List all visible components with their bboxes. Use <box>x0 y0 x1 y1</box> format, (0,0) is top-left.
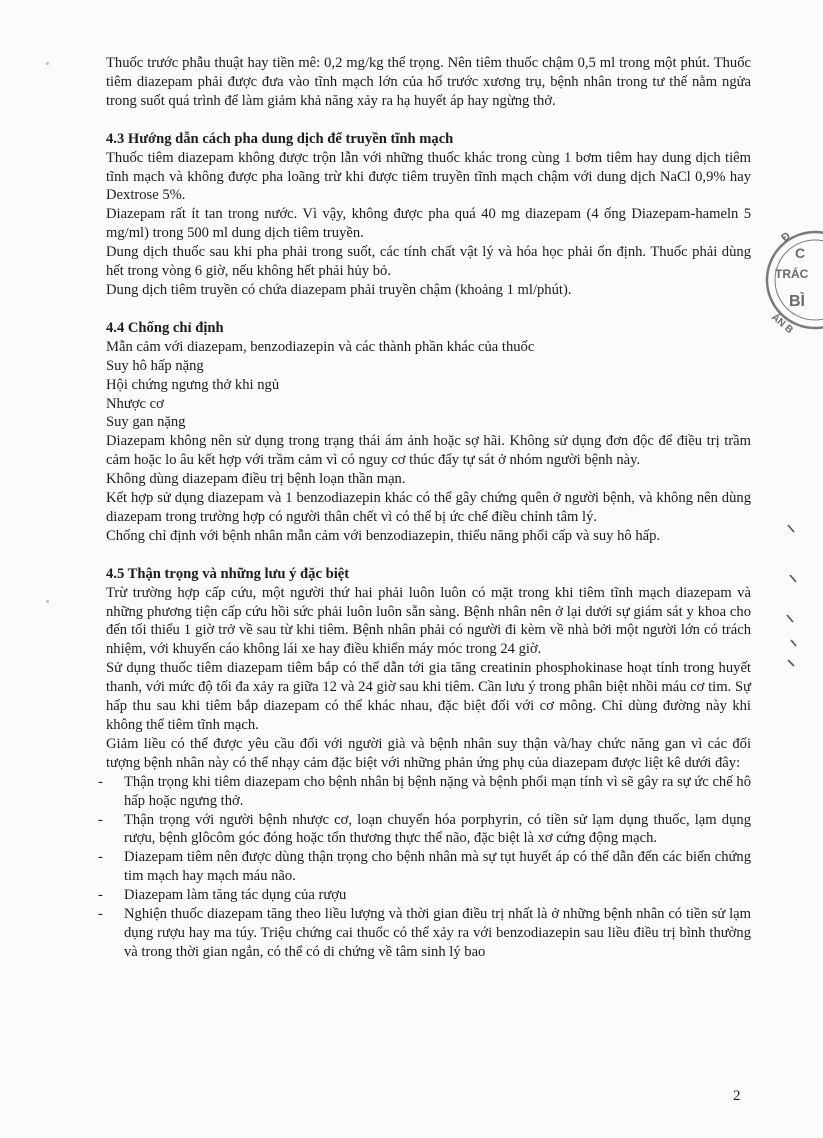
stamp-text: C <box>795 245 806 261</box>
paragraph: Thuốc tiêm diazepam không được trộn lẫn với những thuốc khác trong cùng 1 bơm tiêm hay dung dịch tiêm tĩnh mạch và không được pha loãng trừ khi được tiêm truyền tĩnh mạch chậm với dung dịch NaCl 0,9% hay Dextrose 5%. <box>106 149 751 204</box>
stamp-text: TRÁC <box>775 267 809 281</box>
list-item: - Nghiện thuốc diazepam tăng theo liều lượng và thời gian điều trị nhất là ở những bệnh nhân có tiền sử lạm dụng rượu hay ma túy. Triệu chứng cai thuốc có thể xảy ra với benzodiazepin sau liều điều trị bình thường và trong thời gian ngắn, có thể có di chứng về tâm sinh lý bao <box>106 905 751 962</box>
intro-paragraph: Thuốc trước phẫu thuật hay tiền mê: 0,2 mg/kg thể trọng. Nên tiêm thuốc chậm 0,5 ml trong một phút. Thuốc tiêm diazepam phải được đưa vào tĩnh mạch lớn của hố trước xương trụ, bệnh nhân trong tư thế nằm ngửa trong suốt quá trình để làm giảm khả năng xảy ra hạ huyết áp hay ngừng thở. <box>106 55 751 109</box>
paragraph: Kết hợp sử dụng diazepam và 1 benzodiazepin khác có thể gây chứng quên ở người bệnh, và không nên dùng diazepam trong trường hợp có người thân chết vì có thể bị ức chế điều chỉnh tâm lý. <box>106 490 751 525</box>
paragraph: Diazepam rất ít tan trong nước. Vì vậy, không được pha quá 40 mg diazepam (4 ống Diazepam-hameln 5 mg/ml) trong 500 ml dung dịch tiêm truyền. <box>106 206 751 242</box>
stamp-text: ẢN B <box>769 311 795 337</box>
paragraph: Dung dịch tiêm truyền có chứa diazepam phải truyền chậm (khoảng 1 ml/phút). <box>106 281 572 298</box>
caution-list <box>106 773 751 962</box>
document-body <box>106 54 751 962</box>
paragraph: Không dùng diazepam điều trị bệnh loạn thần mạn. <box>106 471 406 488</box>
paragraph: Sử dụng thuốc tiêm diazepam tiêm bắp có thể dẫn tới gia tăng creatinin phosphokinase hoạt tính trong huyết thanh, với mức độ tối đa xảy ra giữa 12 và 24 giờ sau khi tiêm. Cần lưu ý trong phân biệt nhồi máu cơ tim. Sự hấp thu sau khi tiêm bắp diazepam có thể khác nhau, đặc biệt đối với cơ mông. Chỉ dùng đường này khi không thể tiêm tĩnh mạch. <box>106 660 751 733</box>
paragraph: Suy hô hấp nặng <box>106 357 204 374</box>
paragraph: Suy gan nặng <box>106 414 186 431</box>
paragraph: Hội chứng ngưng thở khi ngủ <box>106 376 280 393</box>
stamp-seal <box>763 200 823 360</box>
paragraph: Mẫn cảm với diazepam, benzodiazepin và các thành phần khác của thuốc <box>106 338 535 355</box>
paragraph: Chống chỉ định với bệnh nhân mẫn cảm với benzodiazepin, thiểu năng phổi cấp và suy hô hấp. <box>106 527 661 544</box>
paragraph: Dung dịch thuốc sau khi pha phải trong suốt, các tính chất vật lý và hóa học phải ổn định. Thuốc phải dùng hết trong vòng 6 giờ, nếu không hết phải hủy bỏ. <box>106 244 751 280</box>
scan-speck <box>46 600 49 603</box>
scan-speck <box>46 62 49 65</box>
paragraph: Nhược cơ <box>106 395 164 412</box>
page-number: 2 <box>733 1088 741 1104</box>
section-heading-4-5: 4.5 Thận trọng và những lưu ý đặc biệt <box>106 565 350 582</box>
section-heading-4-4: 4.4 Chống chỉ định <box>106 319 224 336</box>
paragraph: Giảm liều có thể được yêu cầu đối với người già và bệnh nhân suy thận và/hay chức năng gan vì các đối tượng bệnh nhân này có thể nhạy cảm đặc biệt với những phản ứng phụ của diazepam được liệt kê dưới đây: <box>106 735 751 771</box>
margin-scribbles <box>784 520 799 680</box>
paragraph: Diazepam không nên sử dụng trong trạng thái ám ảnh hoặc sợ hãi. Không sử dụng đơn độc để điều trị trầm cảm hoặc lo âu kết hợp với trầm cảm vì có nguy cơ thúc đẩy tự sát ở nhóm người bệnh này. <box>106 433 751 469</box>
list-item: - Diazepam làm tăng tác dụng của rượu <box>106 886 751 905</box>
stamp-text: BÌ <box>789 293 805 310</box>
list-item: - Diazepam tiêm nên được dùng thận trọng cho bệnh nhân mà sự tụt huyết áp có thể dẫn đến các biến chứng tim mạch hay mạch máu não. <box>106 848 751 886</box>
section-heading-4-3: 4.3 Hướng dẫn cách pha dung dịch để truyền tĩnh mạch <box>106 130 454 147</box>
paragraph: Trừ trường hợp cấp cứu, một người thứ hai phải luôn luôn có mặt trong khi tiêm tĩnh mạch diazepam và những phương tiện cấp cứu hồi sức phải luôn luôn sẵn sàng. Bệnh nhân nên ở lại dưới sự giám sát y khoa cho đến tối thiểu 1 giờ trở về sau từ khi tiêm. Bệnh nhân phải có người đi kèm về nhà bởi một người lớn có trách nhiệm, với khuyến cáo không lái xe hay điều khiển máy móc trong 24 giờ. <box>106 584 751 658</box>
stamp-text: Đ <box>779 229 794 245</box>
list-item: - Thận trọng với người bệnh nhược cơ, loạn chuyển hóa porphyrin, có tiền sử lạm dụng thuốc, lạm dụng rượu, bệnh glôcôm góc đóng hoặc tổn thương thực thể não, đặc biệt là xơ cứng động mạch. <box>106 811 751 849</box>
list-item: - Thận trọng khi tiêm diazepam cho bệnh nhân bị bệnh nặng và bệnh phổi mạn tính vì sẽ gây ra sự ức chế hô hấp hoặc ngưng thở. <box>106 773 751 811</box>
